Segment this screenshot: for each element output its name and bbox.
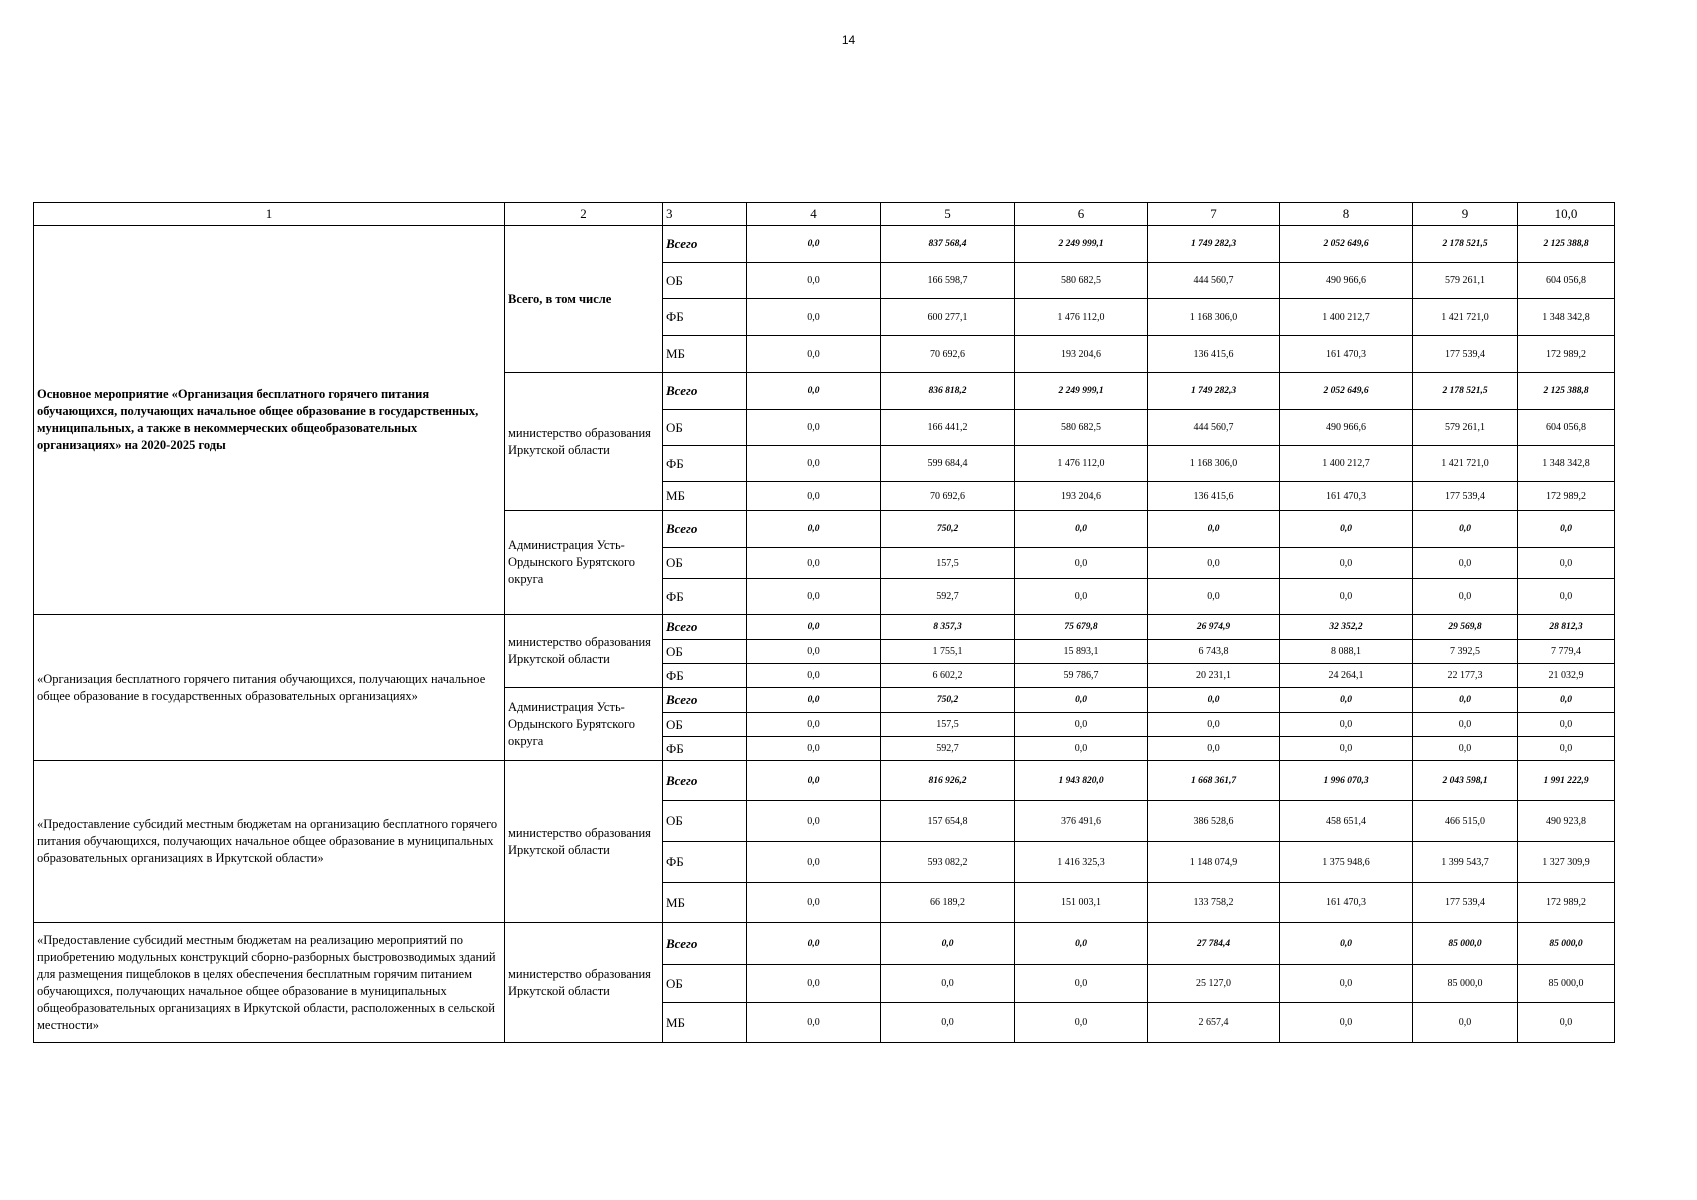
- value-cell: 161 470,3: [1280, 482, 1413, 511]
- value-cell: 0,0: [747, 615, 881, 640]
- value-cell: 0,0: [1518, 548, 1615, 579]
- page-number: 14: [841, 33, 856, 47]
- responsible-executor: министерство образования Иркутской области: [505, 373, 663, 511]
- funding-source: ФБ: [663, 737, 747, 761]
- value-cell: 0,0: [1518, 579, 1615, 615]
- value-cell: 0,0: [1413, 1003, 1518, 1043]
- funding-source: Всего: [663, 688, 747, 713]
- value-cell: 2 178 521,5: [1413, 373, 1518, 410]
- value-cell: 579 261,1: [1413, 410, 1518, 446]
- value-cell: 85 000,0: [1518, 965, 1615, 1003]
- value-cell: 376 491,6: [1015, 801, 1148, 842]
- value-cell: 750,2: [881, 511, 1015, 548]
- responsible-executor: министерство образования Иркутской области: [505, 615, 663, 688]
- value-cell: 2 052 649,6: [1280, 373, 1413, 410]
- value-cell: 0,0: [747, 446, 881, 482]
- value-cell: 0,0: [747, 883, 881, 923]
- funding-source: МБ: [663, 883, 747, 923]
- value-cell: 2 657,4: [1148, 1003, 1280, 1043]
- table-row: [34, 923, 1615, 965]
- funding-source: ОБ: [663, 263, 747, 299]
- value-cell: 1 749 282,3: [1148, 373, 1280, 410]
- value-cell: 444 560,7: [1148, 410, 1280, 446]
- funding-source: МБ: [663, 336, 747, 373]
- column-header: 8: [1280, 203, 1413, 226]
- value-cell: 0,0: [1015, 579, 1148, 615]
- value-cell: 70 692,6: [881, 336, 1015, 373]
- value-cell: 59 786,7: [1015, 664, 1148, 688]
- column-header: 6: [1015, 203, 1148, 226]
- value-cell: 0,0: [1015, 548, 1148, 579]
- funding-source: МБ: [663, 1003, 747, 1043]
- funding-source: ОБ: [663, 548, 747, 579]
- value-cell: 604 056,8: [1518, 263, 1615, 299]
- value-cell: 0,0: [747, 923, 881, 965]
- value-cell: 0,0: [1148, 713, 1280, 737]
- value-cell: 592,7: [881, 737, 1015, 761]
- value-cell: 0,0: [1518, 511, 1615, 548]
- value-cell: 0,0: [747, 299, 881, 336]
- value-cell: 0,0: [747, 1003, 881, 1043]
- value-cell: 28 812,3: [1518, 615, 1615, 640]
- column-header: 3: [663, 203, 747, 226]
- value-cell: 136 415,6: [1148, 336, 1280, 373]
- value-cell: 20 231,1: [1148, 664, 1280, 688]
- value-cell: 1 348 342,8: [1518, 446, 1615, 482]
- value-cell: 0,0: [1148, 579, 1280, 615]
- value-cell: 85 000,0: [1518, 923, 1615, 965]
- funding-source: ФБ: [663, 446, 747, 482]
- value-cell: 1 348 342,8: [1518, 299, 1615, 336]
- value-cell: 579 261,1: [1413, 263, 1518, 299]
- value-cell: 66 189,2: [881, 883, 1015, 923]
- table-row: [34, 761, 1615, 801]
- value-cell: 1 476 112,0: [1015, 299, 1148, 336]
- value-cell: 1 148 074,9: [1148, 842, 1280, 883]
- funding-source: ОБ: [663, 640, 747, 664]
- value-cell: 157,5: [881, 548, 1015, 579]
- funding-source: Всего: [663, 923, 747, 965]
- value-cell: 1 749 282,3: [1148, 226, 1280, 263]
- column-header: 10,0: [1518, 203, 1615, 226]
- value-cell: 1 399 543,7: [1413, 842, 1518, 883]
- table-body: [34, 226, 1615, 1043]
- value-cell: 0,0: [747, 579, 881, 615]
- value-cell: 0,0: [747, 761, 881, 801]
- measure-description: «Предоставление субсидий местным бюджетам на реализацию мероприятий по приобретению модульных конструкций сборно-разборных быстровозводимых зданий для размещения пищеблоков в целях обеспечения бесплатным горячим питанием обучающихся, получающих начальное общее образование в муниципальных общеобразовательных организациях в Иркутской области, расположенных в сельской местности»: [34, 923, 505, 1043]
- value-cell: 1 168 306,0: [1148, 446, 1280, 482]
- value-cell: 26 974,9: [1148, 615, 1280, 640]
- value-cell: 15 893,1: [1015, 640, 1148, 664]
- value-cell: 386 528,6: [1148, 801, 1280, 842]
- table-row: [34, 615, 1615, 640]
- value-cell: 2 125 388,8: [1518, 373, 1615, 410]
- value-cell: 0,0: [747, 801, 881, 842]
- funding-source: ФБ: [663, 579, 747, 615]
- value-cell: 161 470,3: [1280, 336, 1413, 373]
- responsible-executor: Всего, в том числе: [505, 226, 663, 373]
- value-cell: 2 249 999,1: [1015, 226, 1148, 263]
- value-cell: 193 204,6: [1015, 482, 1148, 511]
- value-cell: 2 043 598,1: [1413, 761, 1518, 801]
- value-cell: 136 415,6: [1148, 482, 1280, 511]
- value-cell: 593 082,2: [881, 842, 1015, 883]
- value-cell: 600 277,1: [881, 299, 1015, 336]
- value-cell: 0,0: [747, 511, 881, 548]
- column-header: 2: [505, 203, 663, 226]
- value-cell: 0,0: [747, 842, 881, 883]
- value-cell: 816 926,2: [881, 761, 1015, 801]
- column-header: 5: [881, 203, 1015, 226]
- value-cell: 444 560,7: [1148, 263, 1280, 299]
- value-cell: 0,0: [1413, 713, 1518, 737]
- measure-description: Основное мероприятие «Организация бесплатного горячего питания обучающихся, получающих начальное общее образование в государственных, муниципальных, а также в некоммерческих общеобразовательных организациях» на 2020-2025 годы: [34, 226, 505, 615]
- value-cell: 0,0: [1280, 965, 1413, 1003]
- value-cell: 172 989,2: [1518, 336, 1615, 373]
- value-cell: 0,0: [747, 965, 881, 1003]
- value-cell: 6 743,8: [1148, 640, 1280, 664]
- value-cell: 0,0: [1015, 713, 1148, 737]
- funding-source: Всего: [663, 373, 747, 410]
- value-cell: 0,0: [1413, 511, 1518, 548]
- value-cell: 2 178 521,5: [1413, 226, 1518, 263]
- value-cell: 8 088,1: [1280, 640, 1413, 664]
- value-cell: 151 003,1: [1015, 883, 1148, 923]
- value-cell: 0,0: [1280, 1003, 1413, 1043]
- value-cell: 0,0: [1015, 965, 1148, 1003]
- value-cell: 0,0: [747, 410, 881, 446]
- value-cell: 0,0: [1015, 923, 1148, 965]
- value-cell: 0,0: [881, 965, 1015, 1003]
- value-cell: 0,0: [747, 688, 881, 713]
- value-cell: 0,0: [747, 226, 881, 263]
- value-cell: 75 679,8: [1015, 615, 1148, 640]
- value-cell: 24 264,1: [1280, 664, 1413, 688]
- value-cell: 25 127,0: [1148, 965, 1280, 1003]
- value-cell: 29 569,8: [1413, 615, 1518, 640]
- value-cell: 7 779,4: [1518, 640, 1615, 664]
- value-cell: 0,0: [747, 373, 881, 410]
- column-header: 7: [1148, 203, 1280, 226]
- value-cell: 1 327 309,9: [1518, 842, 1615, 883]
- value-cell: 490 923,8: [1518, 801, 1615, 842]
- value-cell: 2 249 999,1: [1015, 373, 1148, 410]
- measure-description: «Предоставление субсидий местным бюджетам на организацию бесплатного горячего питания обучающихся, получающих начальное общее образование в муниципальных образовательных организациях в Иркутской области»: [34, 761, 505, 923]
- value-cell: 466 515,0: [1413, 801, 1518, 842]
- value-cell: 22 177,3: [1413, 664, 1518, 688]
- value-cell: 0,0: [1015, 1003, 1148, 1043]
- funding-source: Всего: [663, 615, 747, 640]
- value-cell: 2 052 649,6: [1280, 226, 1413, 263]
- value-cell: 1 991 222,9: [1518, 761, 1615, 801]
- value-cell: 592,7: [881, 579, 1015, 615]
- value-cell: 0,0: [1148, 688, 1280, 713]
- value-cell: 599 684,4: [881, 446, 1015, 482]
- value-cell: 1 400 212,7: [1280, 299, 1413, 336]
- value-cell: 157 654,8: [881, 801, 1015, 842]
- value-cell: 0,0: [1413, 548, 1518, 579]
- value-cell: 0,0: [1148, 737, 1280, 761]
- value-cell: 0,0: [1518, 713, 1615, 737]
- value-cell: 0,0: [1280, 923, 1413, 965]
- value-cell: 0,0: [1280, 579, 1413, 615]
- value-cell: 0,0: [1413, 688, 1518, 713]
- value-cell: 0,0: [747, 664, 881, 688]
- value-cell: 1 668 361,7: [1148, 761, 1280, 801]
- value-cell: 0,0: [1518, 1003, 1615, 1043]
- value-cell: 0,0: [1148, 548, 1280, 579]
- value-cell: 750,2: [881, 688, 1015, 713]
- funding-source: Всего: [663, 226, 747, 263]
- value-cell: 0,0: [747, 737, 881, 761]
- value-cell: 1 421 721,0: [1413, 299, 1518, 336]
- value-cell: 837 568,4: [881, 226, 1015, 263]
- value-cell: 1 755,1: [881, 640, 1015, 664]
- value-cell: 172 989,2: [1518, 482, 1615, 511]
- value-cell: 604 056,8: [1518, 410, 1615, 446]
- value-cell: 0,0: [1280, 688, 1413, 713]
- value-cell: 0,0: [747, 263, 881, 299]
- value-cell: 193 204,6: [1015, 336, 1148, 373]
- value-cell: 27 784,4: [1148, 923, 1280, 965]
- value-cell: 490 966,6: [1280, 410, 1413, 446]
- column-header: 9: [1413, 203, 1518, 226]
- value-cell: 0,0: [1015, 511, 1148, 548]
- value-cell: 7 392,5: [1413, 640, 1518, 664]
- value-cell: 85 000,0: [1413, 923, 1518, 965]
- value-cell: 0,0: [1413, 737, 1518, 761]
- funding-source: МБ: [663, 482, 747, 511]
- value-cell: 0,0: [747, 336, 881, 373]
- funding-source: ОБ: [663, 410, 747, 446]
- value-cell: 0,0: [747, 713, 881, 737]
- responsible-executor: Администрация Усть-Ордынского Бурятского округа: [505, 688, 663, 761]
- funding-source: ФБ: [663, 299, 747, 336]
- value-cell: 166 441,2: [881, 410, 1015, 446]
- value-cell: 1 943 820,0: [1015, 761, 1148, 801]
- value-cell: 0,0: [747, 640, 881, 664]
- value-cell: 0,0: [747, 548, 881, 579]
- value-cell: 177 539,4: [1413, 336, 1518, 373]
- value-cell: 0,0: [881, 1003, 1015, 1043]
- funding-source: Всего: [663, 511, 747, 548]
- value-cell: 0,0: [1148, 511, 1280, 548]
- value-cell: 0,0: [881, 923, 1015, 965]
- value-cell: 0,0: [1280, 548, 1413, 579]
- value-cell: 836 818,2: [881, 373, 1015, 410]
- value-cell: 0,0: [1015, 737, 1148, 761]
- value-cell: 1 421 721,0: [1413, 446, 1518, 482]
- value-cell: 0,0: [747, 482, 881, 511]
- value-cell: 157,5: [881, 713, 1015, 737]
- value-cell: 1 476 112,0: [1015, 446, 1148, 482]
- value-cell: 1 400 212,7: [1280, 446, 1413, 482]
- funding-source: ОБ: [663, 713, 747, 737]
- value-cell: 1 996 070,3: [1280, 761, 1413, 801]
- funding-source: ОБ: [663, 801, 747, 842]
- value-cell: 1 416 325,3: [1015, 842, 1148, 883]
- funding-source: Всего: [663, 761, 747, 801]
- value-cell: 580 682,5: [1015, 263, 1148, 299]
- budget-table: [33, 202, 1615, 1043]
- value-cell: 1 168 306,0: [1148, 299, 1280, 336]
- responsible-executor: министерство образования Иркутской области: [505, 923, 663, 1043]
- value-cell: 490 966,6: [1280, 263, 1413, 299]
- value-cell: 0,0: [1280, 713, 1413, 737]
- value-cell: 21 032,9: [1518, 664, 1615, 688]
- header-row: [34, 203, 1615, 226]
- value-cell: 166 598,7: [881, 263, 1015, 299]
- value-cell: 0,0: [1518, 688, 1615, 713]
- value-cell: 1 375 948,6: [1280, 842, 1413, 883]
- value-cell: 0,0: [1015, 688, 1148, 713]
- value-cell: 133 758,2: [1148, 883, 1280, 923]
- measure-description: «Организация бесплатного горячего питания обучающихся, получающих начальное общее образование в государственных образовательных организациях»: [34, 615, 505, 761]
- funding-source: ОБ: [663, 965, 747, 1003]
- value-cell: 32 352,2: [1280, 615, 1413, 640]
- value-cell: 8 357,3: [881, 615, 1015, 640]
- value-cell: 580 682,5: [1015, 410, 1148, 446]
- value-cell: 172 989,2: [1518, 883, 1615, 923]
- value-cell: 161 470,3: [1280, 883, 1413, 923]
- value-cell: 6 602,2: [881, 664, 1015, 688]
- value-cell: 177 539,4: [1413, 883, 1518, 923]
- funding-source: ФБ: [663, 842, 747, 883]
- value-cell: 70 692,6: [881, 482, 1015, 511]
- column-header: 4: [747, 203, 881, 226]
- column-header: 1: [34, 203, 505, 226]
- value-cell: 177 539,4: [1413, 482, 1518, 511]
- value-cell: 0,0: [1518, 737, 1615, 761]
- funding-source: ФБ: [663, 664, 747, 688]
- value-cell: 0,0: [1280, 737, 1413, 761]
- table-row: [34, 226, 1615, 263]
- value-cell: 85 000,0: [1413, 965, 1518, 1003]
- responsible-executor: министерство образования Иркутской области: [505, 761, 663, 923]
- value-cell: 458 651,4: [1280, 801, 1413, 842]
- value-cell: 2 125 388,8: [1518, 226, 1615, 263]
- responsible-executor: Администрация Усть-Ордынского Бурятского округа: [505, 511, 663, 615]
- value-cell: 0,0: [1280, 511, 1413, 548]
- value-cell: 0,0: [1413, 579, 1518, 615]
